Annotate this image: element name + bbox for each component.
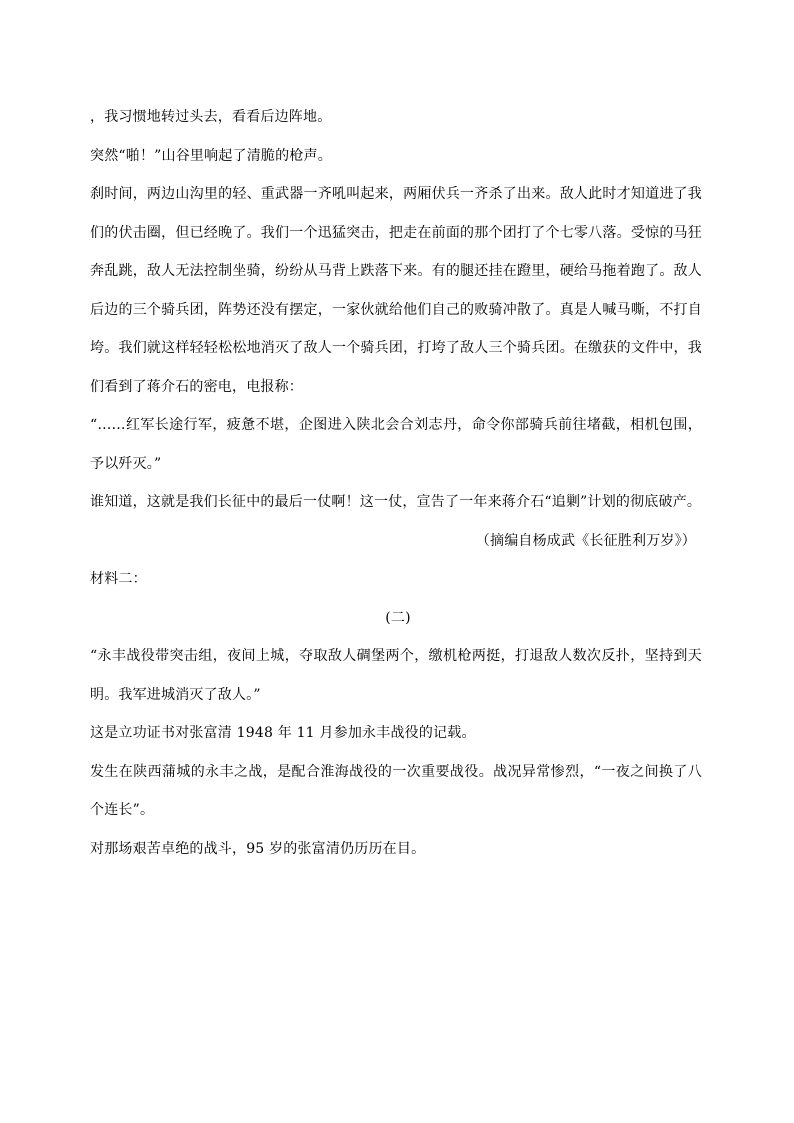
paragraph-5: 谁知道，这就是我们长征中的最后一仗啊！这一仗，宣告了一年来蒋介石“追剿”计划的彻底破产。 xyxy=(90,494,702,510)
paragraph-7: 这是立功证书对张富清 1948 年 11 月参加永丰战役的记载。 xyxy=(90,725,476,741)
material-label: 材料二： xyxy=(90,571,147,587)
paragraph-3: 刹时间，两边山沟里的轻、重武器一齐吼叫起来，两厢伏兵一齐杀了出来。敌人此时才知道进了我们的伏击圈，但已经晚了。我们一个迅猛突击，把走在前面的那个团打了个七零八落。受惊的马狂奔乱跳，敌人无法控制坐骑，纷纷从马背上跌落下来。有的腿还挂在蹬里，硬给马拖着跑了。敌人后边的三个骑兵团，阵势还没有摆定，一家伙就给他们自己的败骑冲散了。真是人喊马嘶，不打自垮。我们就这样轻轻松松地消灭了敌人一个骑兵团，打垮了敌人三个骑兵团。在缴获的文件中，我们看到了蒋介石的密电，电报称： xyxy=(90,186,702,395)
paragraph-2: 突然“啪！”山谷里响起了清脆的枪声。 xyxy=(90,147,332,164)
paragraph-9: 对那场艰苦卓绝的战斗，95 岁的张富清仍历历在目。 xyxy=(90,840,426,857)
document-body xyxy=(90,98,702,868)
section-heading: (二) xyxy=(385,609,411,626)
paragraph-4: “……红军长途行军，疲惫不堪，企图进入陕北会合刘志丹，命令你部骑兵前往堵截，相机包围，予以歼灭。” xyxy=(90,417,702,472)
source-note: （摘编自杨成武《长征胜利万岁》） xyxy=(475,532,696,549)
paragraph-1: ，我习惯地转过头去，看看后边阵地。 xyxy=(90,109,332,125)
paragraph-6: “永丰战役带突击组，夜间上城，夺取敌人碉堡两个，缴机枪两挺，打退敌人数次反扑，坚持到天明。我军进城消灭了敌人。” xyxy=(90,648,702,703)
paragraph-8: 发生在陕西蒲城的永丰之战，是配合淮海战役的一次重要战役。战况异常惨烈，“一夜之间换了八个连长”。 xyxy=(90,763,702,818)
